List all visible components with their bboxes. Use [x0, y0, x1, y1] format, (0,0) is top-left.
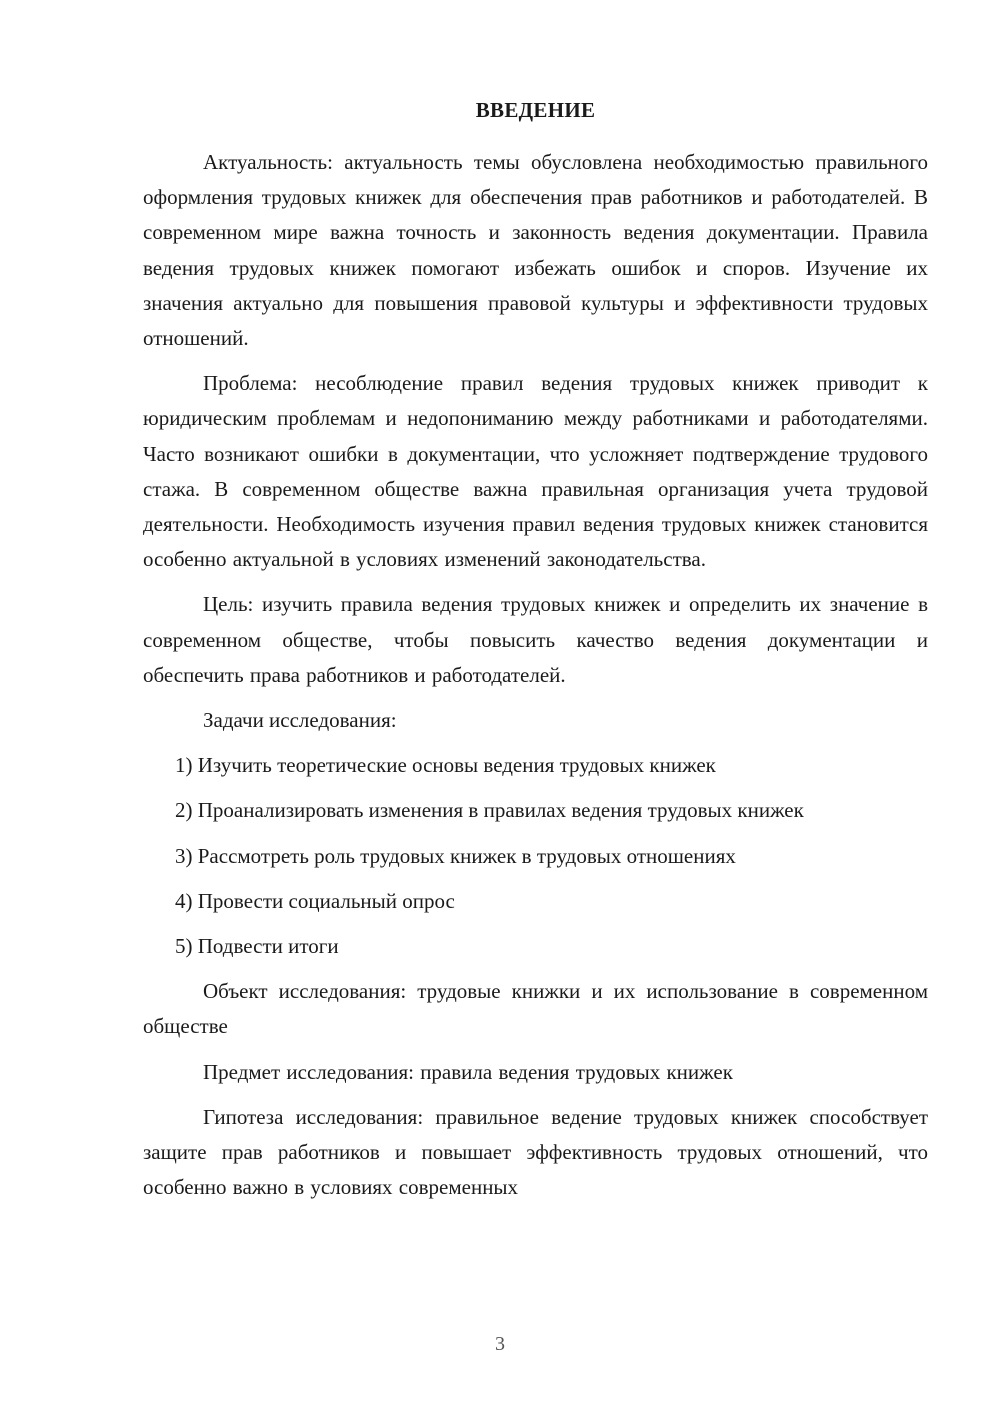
subject-paragraph: Предмет исследования: правила ведения трудовых книжек: [203, 1059, 733, 1084]
document-page: [143, 96, 928, 1215]
task-item-3: 3) Рассмотреть роль трудовых книжек в трудовых отношениях: [175, 843, 736, 868]
task-item-2: 2) Проанализировать изменения в правилах ведения трудовых книжек: [175, 798, 804, 823]
goal-paragraph: Цель: изучить правила ведения трудовых книжек и определить их значение в современном обществе, чтобы повысить качество ведения документации и обеспечить права работников и работодателей.: [143, 592, 928, 687]
hypothesis-paragraph: Гипотеза исследования: правильное ведение трудовых книжек способствует защите прав работников и повышает эффективность трудовых отношений, что особенно важно в условиях современных: [143, 1104, 928, 1200]
tasks-list: [143, 748, 928, 964]
task-item-5: 5) Подвести итоги: [175, 934, 339, 959]
page-title: ВВЕДЕНИЕ: [475, 98, 596, 122]
tasks-heading: Задачи исследования:: [203, 708, 397, 733]
problem-paragraph: Проблема: несоблюдение правил ведения трудовых книжек приводит к юридическим проблемам и недопониманию между работниками и работодателями. Часто возникают ошибки в документации, что усложняет подтверждение трудового стажа. В современном обществе важна правильная организация учета трудовой деятельности. Необходимость изучения правил ведения трудовых книжек становится особенно актуальной в условиях изменений законодательства.: [143, 371, 928, 572]
page-number: 3: [495, 1333, 505, 1355]
task-item-1: 1) Изучить теоретические основы ведения трудовых книжек: [175, 753, 716, 778]
object-paragraph: Объект исследования: трудовые книжки и их использование в современном обществе: [143, 979, 928, 1039]
relevance-paragraph: Актуальность: актуальность темы обусловлена необходимостью правильного оформления трудовых книжек для обеспечения прав работников и работодателей. В современном мире важна точность и законность ведения документации. Правила ведения трудовых книжек помогают избежать ошибок и споров. Изучение их значения актуально для повышения правовой культуры и эффективности трудовых отношений.: [143, 150, 928, 351]
task-item-4: 4) Провести социальный опрос: [175, 888, 455, 913]
